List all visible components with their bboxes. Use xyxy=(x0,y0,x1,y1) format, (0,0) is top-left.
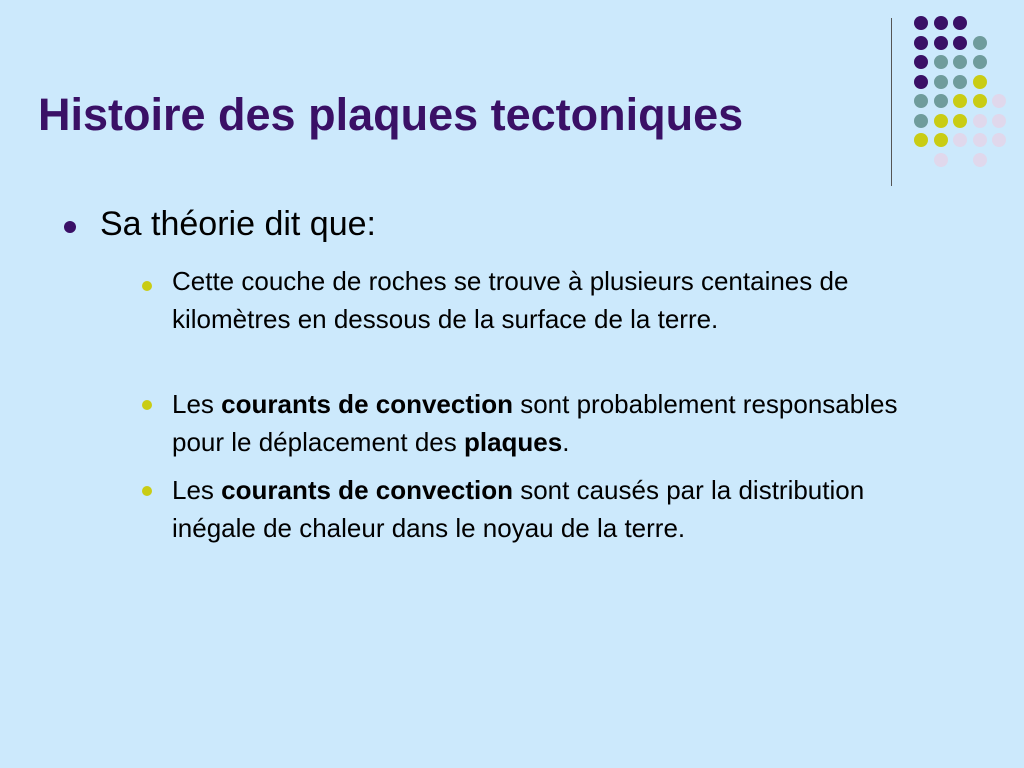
level1-bullet-icon xyxy=(64,221,76,233)
bullet-item-2-mid: sont probablement responsables pour le déplacement des xyxy=(172,389,898,457)
level2-bullet-icon xyxy=(142,281,152,291)
bullet-item-3-post: sont causés par la distribution inégale de chaleur dans le noyau de la terre. xyxy=(172,475,865,543)
bullet-item-3 xyxy=(172,471,952,547)
slide-title: Histoire des plaques tectoniques xyxy=(38,89,744,140)
bullet-item-3-pre: Les xyxy=(172,475,222,505)
level2-bullet-icon xyxy=(142,400,152,410)
bullet-item-2-bold-term: courants de convection xyxy=(221,389,513,419)
bullet-item-2-bold-plaques: plaques xyxy=(463,427,563,457)
bullet-item-1 xyxy=(172,262,952,338)
bullet-item-3-bold-term: courants de convection xyxy=(221,475,513,505)
bullet-item-2-post: . xyxy=(562,427,570,457)
bullet-item-2-pre: Les xyxy=(172,389,222,419)
bullet-item-2 xyxy=(172,385,952,461)
level2-bullet-icon xyxy=(142,486,152,496)
level1-text: Sa théorie dit que: xyxy=(100,205,376,243)
bullet-item-1-text: Cette couche de roches se trouve à plusieurs centaines de kilomètres en dessous de la surface de la terre. xyxy=(172,266,849,334)
